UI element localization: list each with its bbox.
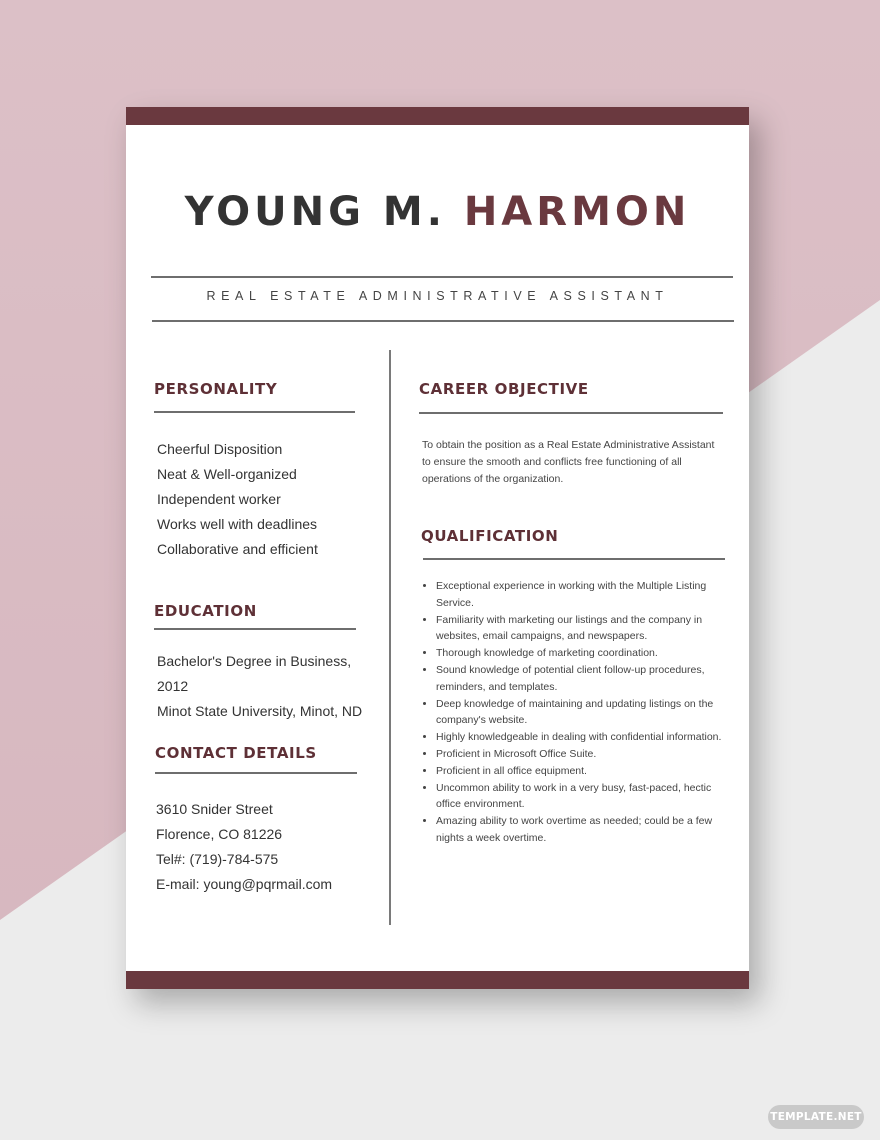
- top-accent-band: [126, 107, 749, 125]
- title-rule-bottom: [152, 320, 734, 322]
- contact-rule: [155, 772, 357, 774]
- qualification-heading: QUALIFICATION: [421, 527, 559, 545]
- education-rule: [154, 628, 356, 630]
- contact-tel: Tel#: (719)-784-575: [156, 851, 279, 867]
- personality-rule: [154, 411, 355, 413]
- list-item: • Proficient in Microsoft Office Suite.: [436, 746, 736, 763]
- contact-email: E-mail: young@pqrmail.com: [156, 876, 333, 892]
- list-item: • Uncommon ability to work in a very busy, fast-paced, hectic office environment.: [436, 780, 736, 814]
- list-item: Collaborative and efficient: [157, 541, 318, 557]
- list-item: Neat & Well-organized: [157, 466, 297, 482]
- list-item: Works well with deadlines: [157, 516, 318, 532]
- education-list: [157, 649, 362, 724]
- career-objective-heading: CAREER OBJECTIVE: [419, 380, 589, 398]
- qualification-list: [422, 578, 736, 847]
- contact-heading: CONTACT DETAILS: [155, 744, 317, 762]
- education-heading: EDUCATION: [154, 602, 257, 620]
- contact-city: Florence, CO 81226: [156, 826, 283, 842]
- personality-list: [157, 437, 318, 562]
- watermark-badge: TEMPLATE.NET: [768, 1105, 864, 1129]
- contact-list: [156, 797, 332, 897]
- candidate-first-name: YOUNG M.: [184, 189, 446, 235]
- education-year: 2012: [157, 678, 189, 694]
- list-item: • Highly knowledgeable in dealing with confidential information.: [436, 729, 736, 746]
- list-item: • Familiarity with marketing our listings and the company in websites, email campaigns, and newspapers.: [436, 612, 736, 646]
- list-item: • Thorough knowledge of marketing coordination.: [436, 645, 736, 662]
- list-item: Cheerful Disposition: [157, 441, 283, 457]
- list-item: • Amazing ability to work overtime as needed; could be a few nights a week overtime.: [436, 813, 736, 847]
- list-item: • Proficient in all office equipment.: [436, 763, 736, 780]
- candidate-name: [126, 189, 749, 235]
- career-objective-text: To obtain the position as a Real Estate Administrative Assistant to ensure the smooth and conflicts free functioning of all operations of the organization.: [422, 439, 715, 485]
- qualification-rule: [423, 558, 725, 560]
- contact-street: 3610 Snider Street: [156, 801, 273, 817]
- list-item: • Deep knowledge of maintaining and updating listings on the company's website.: [436, 696, 736, 730]
- list-item: Independent worker: [157, 491, 281, 507]
- list-item: • Exceptional experience in working with the Multiple Listing Service.: [436, 578, 736, 612]
- education-degree: Bachelor's Degree in Business,: [157, 653, 352, 669]
- column-divider: [389, 350, 391, 925]
- education-school: Minot State University, Minot, ND: [157, 703, 363, 719]
- list-item: • Sound knowledge of potential client follow-up procedures, reminders, and templates.: [436, 662, 736, 696]
- job-title: REAL ESTATE ADMINISTRATIVE ASSISTANT: [206, 289, 669, 303]
- personality-heading: PERSONALITY: [154, 380, 278, 398]
- bottom-accent-band: [126, 971, 749, 989]
- career-objective-rule: [419, 412, 723, 414]
- resume-page: [126, 107, 749, 989]
- title-rule-top: [151, 276, 733, 278]
- candidate-last-name: HARMON: [463, 189, 691, 235]
